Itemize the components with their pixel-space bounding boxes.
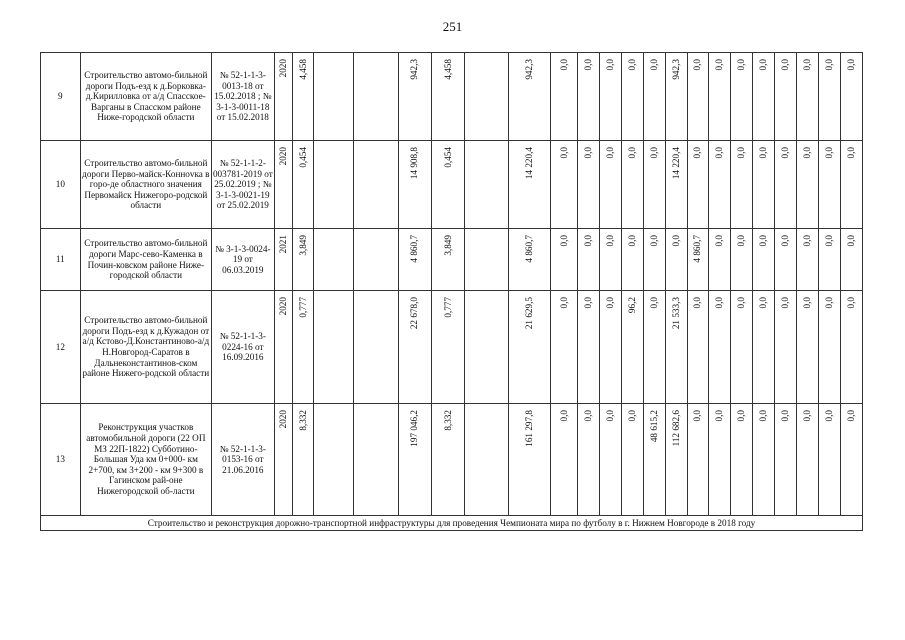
object-name: Строительство автомо-бильной дороги Марс-сево-Каменка в Почин-ковском районе Ниже-городской области (80, 229, 211, 291)
value-cell (353, 291, 398, 404)
value-cell (775, 53, 797, 141)
value-cell (818, 404, 840, 516)
value-cell (398, 404, 431, 516)
value-cell (643, 141, 665, 229)
value-cell (621, 141, 643, 229)
value-cell (274, 53, 293, 141)
value-cell (465, 53, 509, 141)
cell-value: 0,0 (626, 410, 637, 422)
expertise-document: № 52-1-1-3-0224-16 от 16.09.2016 (212, 291, 275, 404)
value-cell (398, 291, 431, 404)
cell-value: 0,0 (648, 297, 659, 309)
value-cell (398, 141, 431, 229)
value-cell (550, 229, 577, 291)
value-cell (731, 141, 753, 229)
value-cell (687, 141, 709, 229)
cell-value: 0,0 (736, 410, 747, 422)
cell-value: 0,0 (714, 235, 725, 247)
cell-value: 0,0 (780, 297, 791, 309)
value-cell (665, 229, 687, 291)
cell-value: 0,0 (583, 147, 594, 159)
value-cell (599, 404, 621, 516)
row-number: 11 (41, 229, 81, 291)
page-number: 251 (442, 19, 463, 34)
value-cell (398, 229, 431, 291)
value-cell (840, 53, 862, 141)
value-cell (274, 229, 293, 291)
value-cell (293, 404, 314, 516)
cell-value: 0,777 (442, 297, 453, 318)
value-cell (465, 291, 509, 404)
cell-value: 0,0 (558, 235, 569, 247)
value-cell (709, 141, 731, 229)
value-cell (687, 404, 709, 516)
cell-value: 21 533,3 (670, 297, 681, 330)
cell-value: 0,0 (758, 147, 769, 159)
expertise-document: № 52-1-1-3-0153-16 от 21.06.2016 (212, 404, 275, 516)
value-cell (274, 141, 293, 229)
cell-value: 942,3 (670, 59, 681, 80)
value-cell (599, 291, 621, 404)
value-cell (578, 53, 600, 141)
value-cell (599, 53, 621, 141)
cell-value: 0,0 (558, 147, 569, 159)
value-cell (753, 53, 775, 141)
value-cell (578, 229, 600, 291)
value-cell (731, 229, 753, 291)
value-cell (840, 291, 862, 404)
value-cell (797, 53, 819, 141)
cell-value: 0,0 (823, 147, 834, 159)
cell-value: 0,0 (823, 410, 834, 422)
section-footer-row (41, 516, 863, 531)
cell-value: 0,0 (758, 59, 769, 71)
cell-value: 2020 (278, 297, 288, 316)
value-cell (353, 53, 398, 141)
cell-value: 0,0 (845, 297, 856, 309)
value-cell (687, 53, 709, 141)
cell-value: 0,0 (558, 297, 569, 309)
cell-value: 0,0 (583, 410, 594, 422)
value-cell (432, 291, 465, 404)
value-cell (665, 404, 687, 516)
value-cell (293, 53, 314, 141)
cell-value: 4 860,7 (692, 235, 703, 263)
cell-value: 0,0 (780, 235, 791, 247)
value-cell (509, 404, 551, 516)
value-cell (314, 141, 354, 229)
value-cell (509, 53, 551, 141)
cell-value: 942,3 (524, 59, 535, 80)
value-cell (621, 229, 643, 291)
cell-value: 0,0 (758, 410, 769, 422)
value-cell (578, 141, 600, 229)
value-cell (578, 291, 600, 404)
cell-value: 0,0 (736, 235, 747, 247)
object-name: Строительство автомо-бильной дороги Перво-майск-Коннovка в горо-де областного значения Первомайск Нижегоро-родской области (80, 141, 211, 229)
value-cell (643, 53, 665, 141)
cell-value: 4,458 (297, 59, 308, 80)
value-cell (293, 229, 314, 291)
value-cell (818, 291, 840, 404)
cell-value: 161 297,8 (524, 410, 535, 447)
value-cell (314, 229, 354, 291)
cell-value: 0,0 (648, 147, 659, 159)
value-cell (465, 404, 509, 516)
cell-value: 0,0 (604, 59, 615, 71)
cell-value: 4 860,7 (524, 235, 535, 263)
value-cell (840, 404, 862, 516)
value-cell (643, 229, 665, 291)
cell-value: 0,0 (714, 410, 725, 422)
value-cell (432, 53, 465, 141)
cell-value: 0,0 (780, 147, 791, 159)
value-cell (578, 404, 600, 516)
value-cell (709, 53, 731, 141)
expertise-document: № 3-1-3-0024-19 от 06.03.2019 (212, 229, 275, 291)
value-cell (687, 291, 709, 404)
row-number: 9 (41, 53, 81, 141)
cell-value: 0,0 (583, 59, 594, 71)
cell-value: 0,0 (604, 410, 615, 422)
table-row (41, 229, 863, 291)
value-cell (314, 53, 354, 141)
cell-value: 14 220,4 (524, 147, 535, 180)
cell-value: 112 682,6 (670, 410, 681, 447)
value-cell (797, 229, 819, 291)
cell-value: 0,0 (780, 410, 791, 422)
value-cell (353, 229, 398, 291)
value-cell (731, 53, 753, 141)
value-cell (314, 404, 354, 516)
cell-value: 2020 (278, 147, 288, 166)
object-name: Реконструкция участков автомобильной дороги (22 ОП МЗ 22П-1822) Субботино-Большая Уда км 0+000- км 2+700, км 3+200 - км 9+300 в Гагинском рай-оне Нижегородской об-ласти (80, 404, 211, 516)
value-cell (621, 53, 643, 141)
cell-value: 0,0 (845, 235, 856, 247)
value-cell (509, 291, 551, 404)
cell-value: 0,0 (648, 59, 659, 71)
value-cell (797, 404, 819, 516)
cell-value: 0,454 (442, 147, 453, 168)
value-cell (643, 404, 665, 516)
road-construction-table (40, 52, 863, 531)
value-cell (709, 229, 731, 291)
cell-value: 0,0 (626, 59, 637, 71)
value-cell (509, 141, 551, 229)
cell-value: 0,0 (692, 59, 703, 71)
cell-value: 0,0 (801, 59, 812, 71)
value-cell (753, 291, 775, 404)
value-cell (687, 229, 709, 291)
cell-value: 0,0 (823, 59, 834, 71)
cell-value: 0,0 (758, 235, 769, 247)
value-cell (274, 404, 293, 516)
value-cell (665, 141, 687, 229)
value-cell (274, 291, 293, 404)
cell-value: 14 220,4 (670, 147, 681, 180)
cell-value: 0,0 (714, 297, 725, 309)
cell-value: 96,2 (626, 297, 637, 314)
cell-value: 0,0 (736, 59, 747, 71)
value-cell (797, 141, 819, 229)
value-cell (840, 229, 862, 291)
cell-value: 0,0 (604, 297, 615, 309)
cell-value: 0,0 (558, 59, 569, 71)
cell-value: 0,0 (626, 147, 637, 159)
cell-value: 0,0 (604, 235, 615, 247)
cell-value: 0,0 (845, 59, 856, 71)
value-cell (731, 291, 753, 404)
object-name: Строительство автомо-бильной дороги Подъ-езд к д.Борковка-д.Кирилловка от а/д Спасское-Варганы в Спасском районе Ниже-городской области (80, 53, 211, 141)
cell-value: 3,849 (442, 235, 453, 256)
cell-value: 0,454 (297, 147, 308, 168)
value-cell (797, 291, 819, 404)
cell-value: 0,0 (823, 235, 834, 247)
cell-value: 22 678,0 (409, 297, 420, 330)
cell-value: 0,0 (714, 59, 725, 71)
cell-value: 0,0 (692, 410, 703, 422)
value-cell (709, 404, 731, 516)
value-cell (775, 404, 797, 516)
cell-value: 2020 (278, 410, 288, 429)
table-row (41, 291, 863, 404)
value-cell (665, 53, 687, 141)
value-cell (818, 53, 840, 141)
cell-value: 4 860,7 (409, 235, 420, 263)
value-cell (550, 141, 577, 229)
value-cell (432, 404, 465, 516)
value-cell (753, 404, 775, 516)
cell-value: 0,0 (758, 297, 769, 309)
cell-value: 0,0 (823, 297, 834, 309)
value-cell (599, 141, 621, 229)
value-cell (818, 229, 840, 291)
cell-value: 0,0 (648, 235, 659, 247)
value-cell (621, 291, 643, 404)
cell-value: 3,849 (297, 235, 308, 256)
value-cell (731, 404, 753, 516)
cell-value: 0,0 (801, 297, 812, 309)
value-cell (840, 141, 862, 229)
cell-value: 0,0 (845, 410, 856, 422)
cell-value: 8,332 (297, 410, 308, 431)
cell-value: 0,0 (801, 410, 812, 422)
row-number: 10 (41, 141, 81, 229)
cell-value: 942,3 (409, 59, 420, 80)
value-cell (599, 229, 621, 291)
value-cell (550, 291, 577, 404)
value-cell (550, 404, 577, 516)
cell-value: 0,0 (692, 297, 703, 309)
value-cell (818, 141, 840, 229)
value-cell (353, 141, 398, 229)
cell-value: 0,0 (736, 147, 747, 159)
cell-value: 8,332 (442, 410, 453, 431)
cell-value: 4,458 (442, 59, 453, 80)
expertise-document: № 52-1-1-3-0013-18 от 15.02.2018 ; № 3-1-3-0011-18 от 15.02.2018 (212, 53, 275, 141)
section-footer-text: Строительство и реконструкция дорожно-транспортной инфраструктуры для проведения Чемпионата мира по футболу в г. Нижнем Новгороде в 2018 году (41, 516, 863, 531)
value-cell (314, 291, 354, 404)
table-row (41, 141, 863, 229)
value-cell (775, 291, 797, 404)
row-number: 12 (41, 291, 81, 404)
row-number: 13 (41, 404, 81, 516)
cell-value: 0,0 (583, 235, 594, 247)
value-cell (753, 141, 775, 229)
cell-value: 2021 (278, 235, 288, 254)
value-cell (293, 141, 314, 229)
cell-value: 48 615,2 (648, 410, 659, 443)
table-row (41, 404, 863, 516)
value-cell (398, 53, 431, 141)
value-cell (550, 53, 577, 141)
value-cell (432, 229, 465, 291)
value-cell (753, 229, 775, 291)
value-cell (293, 291, 314, 404)
cell-value: 0,0 (714, 147, 725, 159)
cell-value: 0,0 (736, 297, 747, 309)
expertise-document: № 52-1-1-2-003781-2019 от 25.02.2019 ; № 3-1-3-0021-19 от 25.02.2019 (212, 141, 275, 229)
cell-value: 14 908,8 (409, 147, 420, 180)
value-cell (775, 229, 797, 291)
object-name: Строительство автомо-бильной дороги Подъ-езд к д.Кужадон от а/д Кстово-Д.Константиново-а/д Н.Новгород-Саратов в Дальнеконстантинов-ском районе Нижего-родской области (80, 291, 211, 404)
cell-value: 2020 (278, 59, 288, 78)
cell-value: 0,0 (583, 297, 594, 309)
table-row (41, 53, 863, 141)
cell-value: 0,0 (670, 235, 681, 247)
cell-value: 0,0 (801, 235, 812, 247)
cell-value: 0,777 (297, 297, 308, 318)
value-cell (465, 229, 509, 291)
value-cell (432, 141, 465, 229)
value-cell (509, 229, 551, 291)
value-cell (621, 404, 643, 516)
cell-value: 0,0 (626, 235, 637, 247)
value-cell (643, 291, 665, 404)
cell-value: 0,0 (604, 147, 615, 159)
cell-value: 0,0 (780, 59, 791, 71)
value-cell (353, 404, 398, 516)
cell-value: 0,0 (558, 410, 569, 422)
value-cell (465, 141, 509, 229)
value-cell (665, 291, 687, 404)
cell-value: 0,0 (692, 147, 703, 159)
value-cell (775, 141, 797, 229)
cell-value: 0,0 (801, 147, 812, 159)
cell-value: 21 629,5 (524, 297, 535, 330)
cell-value: 197 046,2 (409, 410, 420, 447)
cell-value: 0,0 (845, 147, 856, 159)
value-cell (709, 291, 731, 404)
